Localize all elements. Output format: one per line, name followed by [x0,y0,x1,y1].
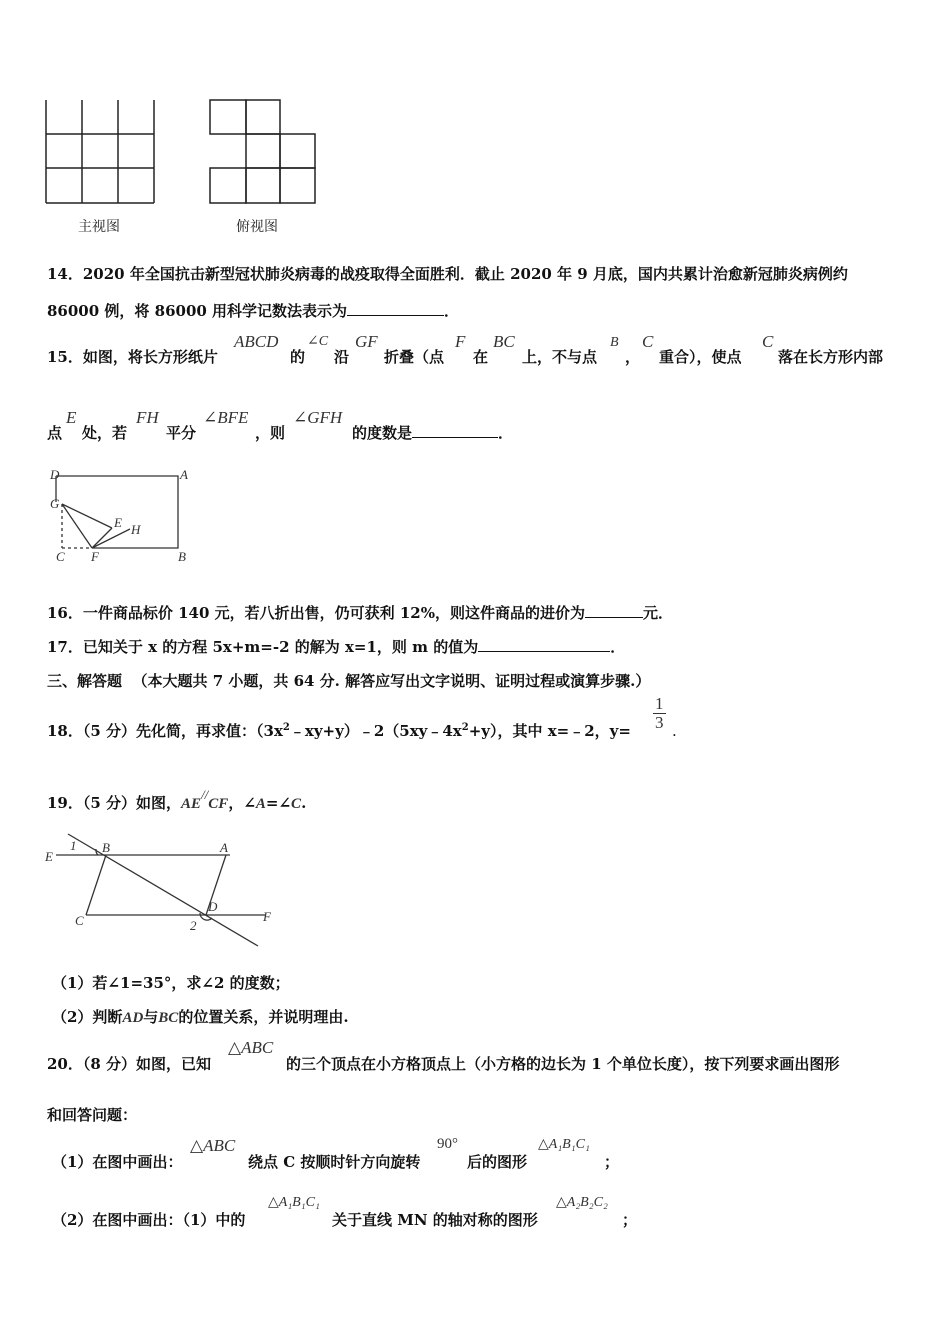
q20-sub1-a: （1）在图中画出： [52,1153,183,1171]
q19-label-2: 2 [190,918,197,933]
q15-text: 折叠（点 [384,348,445,366]
q19-label-a: A [220,840,228,855]
q18-fraction: $\frac{1}{3}$ [655,694,664,732]
q15-side-bc: BC [493,332,515,351]
q20-stem-b: 的三个顶点在小方格顶点上（小方格的边长为 1 个单位长度），按下列要求画出图形 [286,1055,840,1073]
q15-label-c: C [56,549,65,564]
q15-point-f: F [455,332,466,351]
q17-answer-blank [478,637,610,652]
q19-sub2: （2）判断AD与BC的位置关系，并说明理由. [52,1008,349,1026]
q15-label-d: D [50,467,60,482]
q20-sub1-triangle: △ABC [190,1136,236,1155]
q15-point-b: B [610,335,619,350]
q20-sub2-end: ； [622,1211,638,1229]
q15-line-fh: FH [136,408,159,427]
q18-end: . [672,722,677,740]
q19-stem: 19．（5 分）如图，AE//CF，∠A=∠C. [47,787,307,812]
q14-answer-blank [347,301,444,316]
q15-rect-abcd: ABCD [234,332,279,351]
top-view-caption: 俯视图 [236,219,278,235]
q17: 17．已知关于 x 的方程 5x+m=-2 的解为 x=1，则 m 的值为 ． [47,638,626,656]
q19-label-e: E [45,849,53,864]
q20-sub2-b: 关于直线 MN 的轴对称的图形 [332,1211,538,1229]
q15-text: 处，若 [82,424,128,442]
q15-text: ， [625,348,641,366]
q20-sub2-triangle: △A₁B₁C₁ [268,1195,320,1210]
q15-text: 沿 [334,348,350,366]
front-view-grid [46,100,154,203]
q15-label-h: H [131,522,141,537]
q15-angle-gfh: ∠GFH [293,408,343,427]
q15-text: 平分 [166,424,197,442]
q15-point-c2: C [762,332,774,351]
three-view-figures [40,95,330,215]
q15-text: 上，不与点 [522,348,598,366]
q19-label-d: D [208,899,218,914]
q19-label-1: 1 [70,838,77,853]
q20-stem-a: 20．（8 分）如图，已知 [47,1055,212,1073]
q19-label-f: F [263,909,271,924]
q20-sub2-image-triangle: △A₂B₂C₂ [556,1195,608,1210]
q20-sub1-angle: 90° [437,1136,458,1152]
q20-sub1-end: ； [604,1153,620,1171]
q15-answer-blank [412,423,498,438]
q20-sub1-c: 后的图形 [467,1153,528,1171]
front-view-caption: 主视图 [78,219,120,235]
q20-sub1-image-triangle: △A₁B₁C₁ [538,1137,590,1152]
q15-line2-end: 的度数是 ． [352,424,514,442]
q15-text: 落在长方形内部 [778,348,884,366]
q15-text: 点 [47,424,63,442]
q15-label-b: B [178,549,186,564]
q15-angle-c: ∠C [307,334,329,349]
q15-label-f: F [91,549,99,564]
q15-point-e: E [66,408,77,427]
q15-point-c: C [642,332,654,351]
q20-sub2-a: （2）在图中画出：（1）中的 [52,1211,246,1229]
q15-text: 重合），使点 [659,348,742,366]
q20-triangle-abc: △ABC [228,1038,274,1057]
q15-text: 的 [290,348,306,366]
q18: 18．（5 分）先化简，再求值：$(3x^2﹣xy+y)﹣2(5xy﹣4x^2+y)$，其中 x=﹣2，y= [47,722,631,740]
q19-label-b: B [102,840,110,855]
q15-line-gf: GF [355,332,378,351]
top-view-grid [210,100,315,203]
q19-figure [40,828,290,948]
q15-label-g: G [50,496,60,511]
q15-text: 在 [473,348,489,366]
q15-angle-bfe: ∠BFE [203,408,249,427]
q20-sub1-b: 绕点 C 按顺时针方向旋转 [248,1153,421,1171]
q16: 16．一件商品标价 140 元，若八折出售，仍可获利 12%，则这件商品的进价为 元． [47,604,673,622]
q15-label-e: E [114,515,122,530]
q14-line2: 86000 例，将 86000 用科学记数法表示为 ． [47,302,460,320]
q15-figure [40,462,210,572]
q15-line1-a: 15．如图，将长方形纸片 [47,348,218,366]
q16-answer-blank [585,603,643,618]
q15-label-a: A [180,467,188,482]
q14-line1: 14．2020 年全国抗击新型冠状肺炎病毒的战疫取得全面胜利．截止 2020 年 9 月底，国内共累计治愈新冠肺炎病例约 [47,265,848,283]
section3-heading: 三、解答题 （本大题共 7 小题，共 64 分. 解答应写出文字说明、证明过程或演算步骤.） [47,672,651,690]
q19-sub1: （1）若∠1=35°，求∠2 的度数； [52,974,290,992]
q20-stem-c: 和回答问题： [47,1106,138,1124]
q15-text: ，则 [255,424,286,442]
q19-label-c: C [75,913,84,928]
